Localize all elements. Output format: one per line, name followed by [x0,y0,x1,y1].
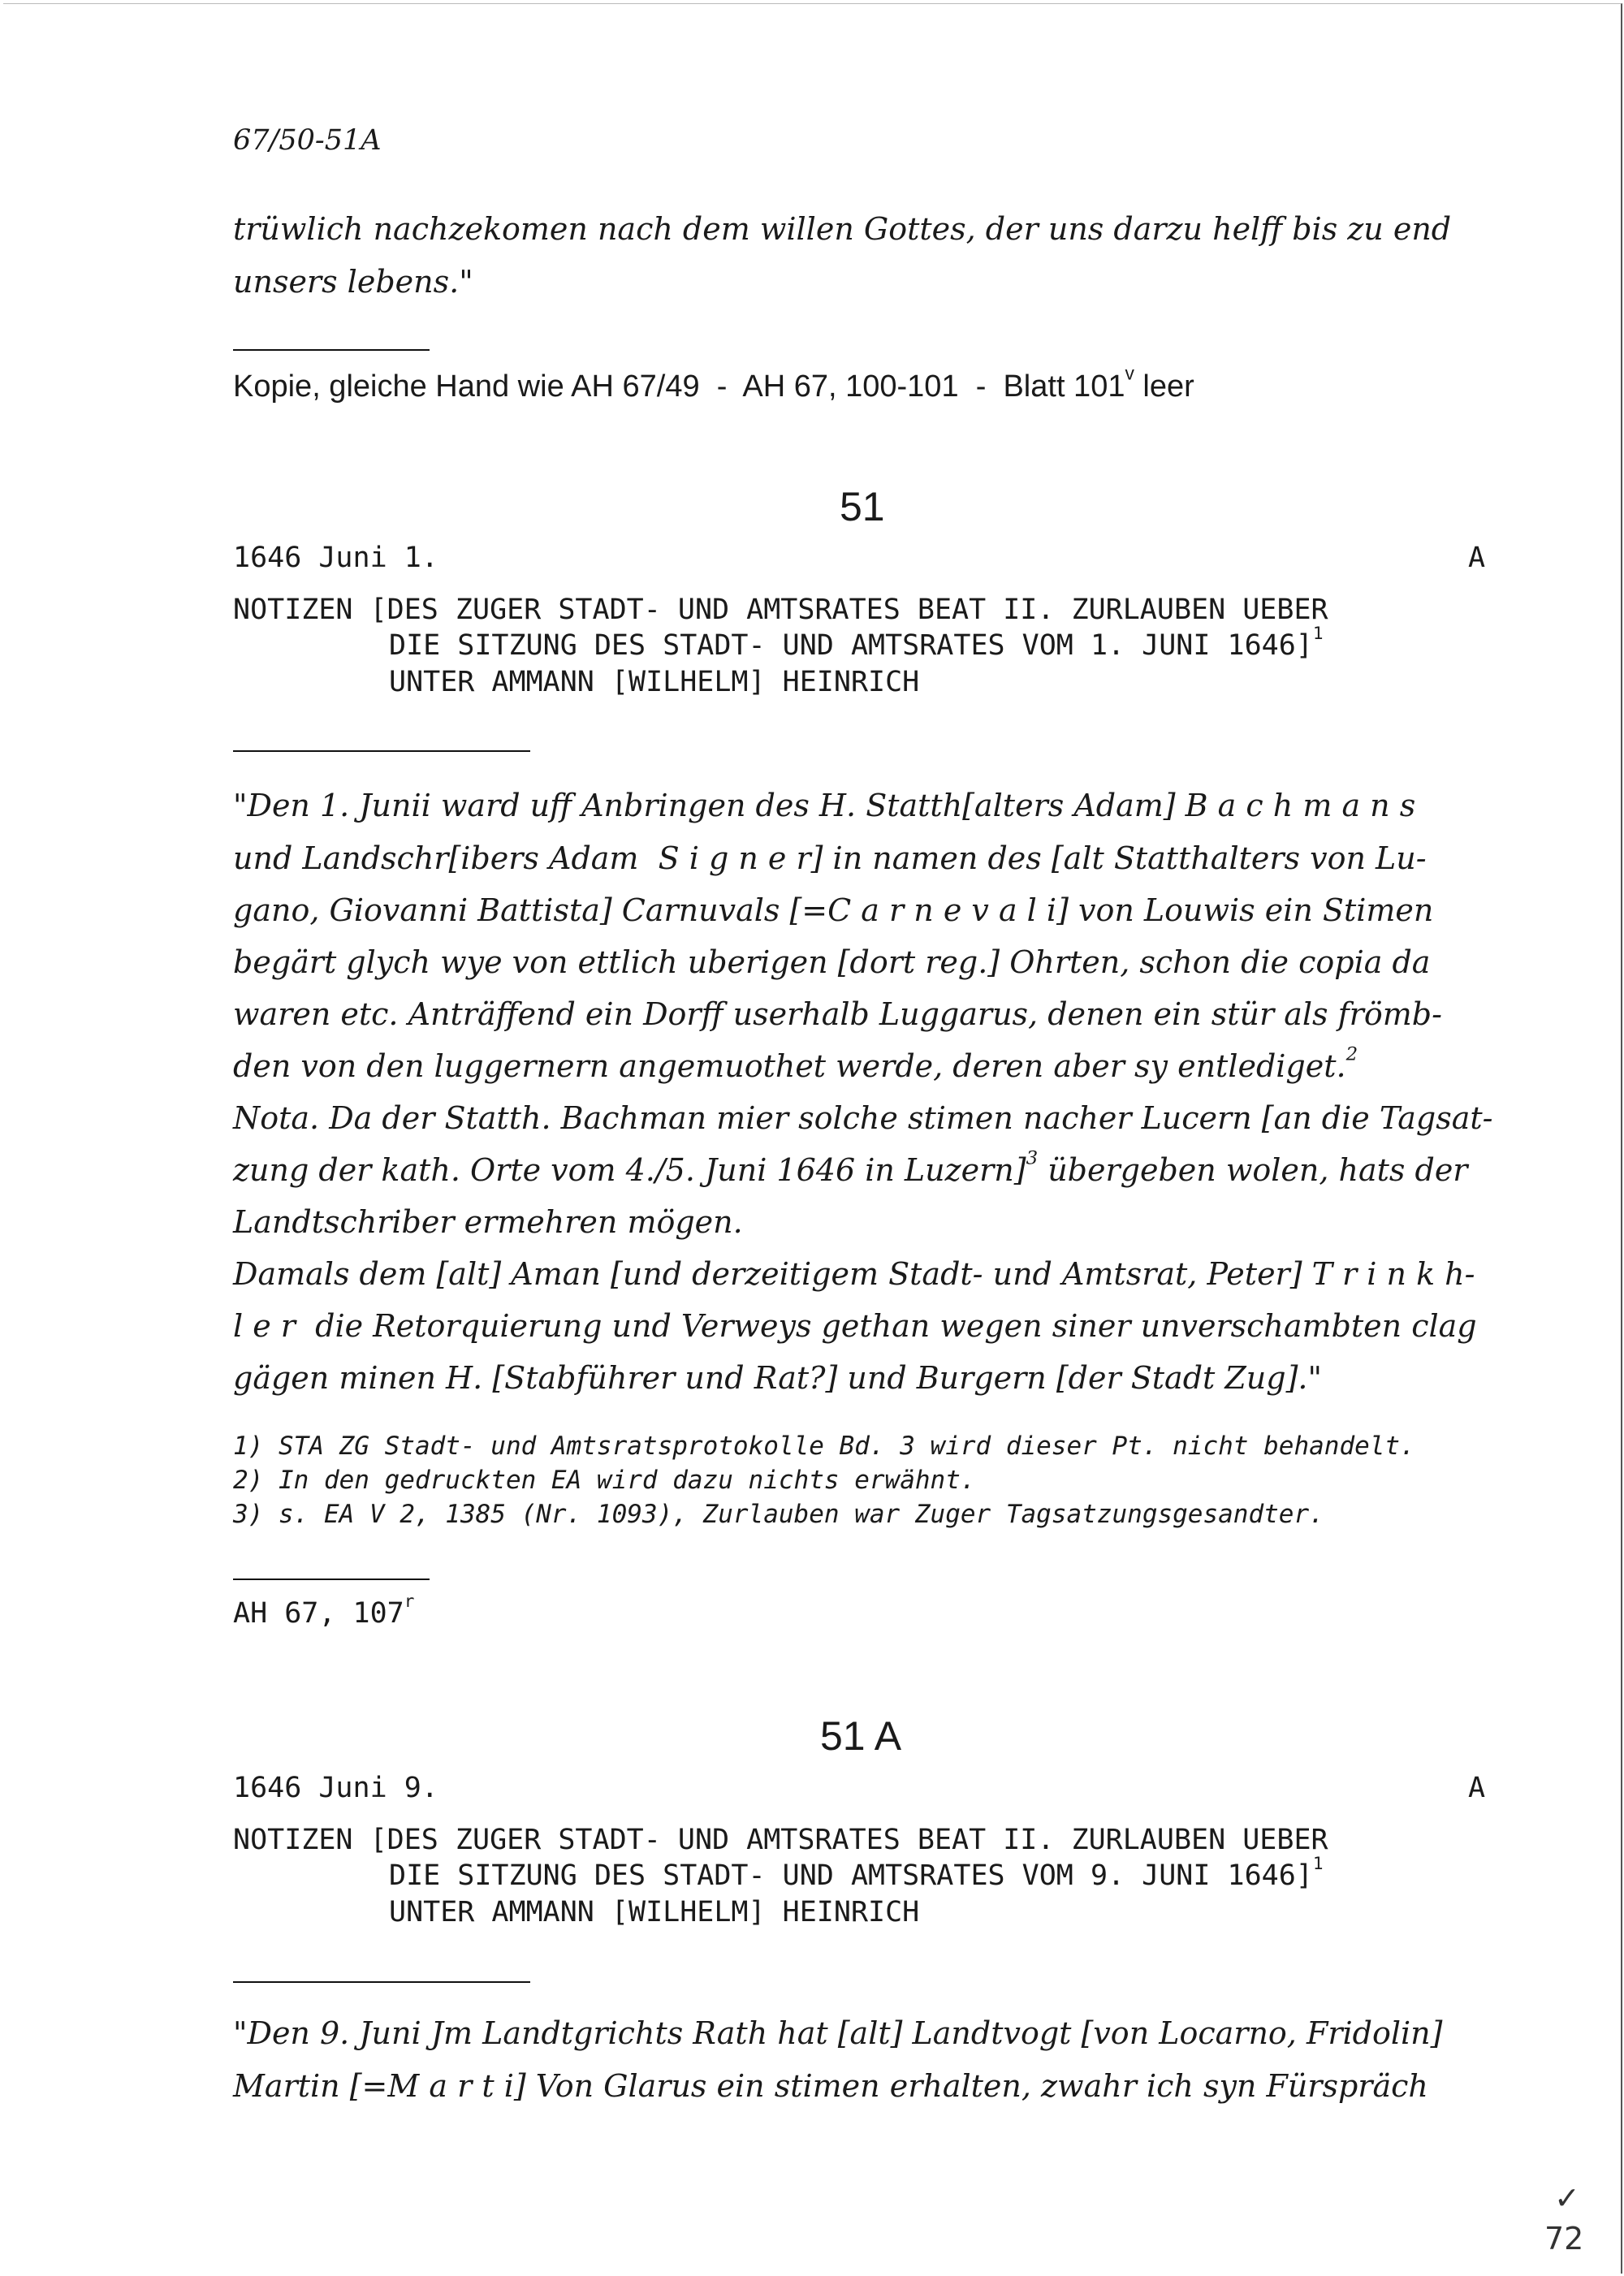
body-line: Damals dem [alt] Aman [und derzeitigem Stadt- und Amtsrat, Peter] T r i n k h- [233,1256,1475,1292]
source-note [233,362,1194,404]
body-line: l e r die Retorquierung und Verweys gethan wegen siner unverschambten clag [233,1308,1477,1344]
check-mark-icon: ✓ [1554,2180,1580,2216]
page-reference: 67/50-51A [233,124,382,157]
body-line: Nota. Da der Statth. Bachman mier solche stimen nacher Lucern [an die Tagsat- [233,1100,1493,1136]
footnote: 2) In den gedruckten EA wird dazu nichts erwähnt. [233,1466,976,1495]
body-text: den von den luggernern angemuothet werde, deren aber sy entlediget. [233,1048,1346,1084]
body-line [233,1043,1358,1084]
source-note [233,1591,415,1630]
body-line: "Den 9. Juni Jm Landtgrichts Rath hat [alt] Landtvogt [von Locarno, Fridolin] [233,2015,1443,2051]
source-note-tail: leer [1134,369,1194,404]
document-date: 1646 Juni 9. [233,1772,438,1804]
handwritten-page-number: 72 [1544,2221,1584,2257]
footnote: 1) STA ZG Stadt- und Amtsratsprotokolle Bd. 3 wird dieser Pt. nicht behandelt. [233,1432,1415,1461]
body-line: waren etc. Anträffend ein Dorff userhalb Luggarus, denen ein stür als frömb- [233,996,1442,1032]
source-note-superscript: r [404,1591,415,1612]
body-line: gägen minen H. [Stabführer und Rat?] und Burgern [der Stadt Zug]." [233,1360,1322,1396]
body-line: Landtschriber ermehren mögen. [233,1204,743,1240]
body-text: zung der kath. Orte vom 4./5. Juni 1646 in Luzern] [233,1152,1026,1188]
source-note-text: AH 67, 107 [233,1597,404,1630]
document-title-line [389,624,1324,662]
prev-text-line: trüwlich nachzekomen nach dem willen Gottes, der uns darzu helff bis zu end [233,211,1452,247]
document-page [3,3,1622,2274]
document-title-line: NOTIZEN [DES ZUGER STADT- UND AMTSRATES BEAT II. ZURLAUBEN UEBER [233,1824,1328,1856]
body-line: Martin [=M a r t i] Von Glarus ein stimen erhalten, zwahr ich syn Fürspräch [233,2068,1428,2104]
separator-rule [233,349,430,351]
body-line: und Landschr[ibers Adam S i g n e r] in namen des [alt Statthalters von Lu- [233,840,1427,876]
document-title-line: UNTER AMMANN [WILHELM] HEINRICH [389,1896,920,1928]
body-line: begärt glych wye von ettlich uberigen [dort reg.] Ohrten, schon die copia da [233,944,1431,980]
source-note-superscript: v [1125,362,1134,384]
footnote: 3) s. EA V 2, 1385 (Nr. 1093), Zurlauben war Zuger Tagsatzungsgesandter. [233,1500,1324,1529]
footnote-marker: 3 [1026,1147,1039,1169]
document-date: 1646 Juni 1. [233,542,438,574]
footnote-marker: 2 [1345,1043,1358,1065]
separator-rule [233,1981,530,1983]
separator-rule [233,1579,430,1580]
document-title-line [389,1854,1324,1892]
source-note-text: Kopie, gleiche Hand wie AH 67/49 - AH 67, 100-101 - Blatt 101 [233,369,1125,404]
document-title-line: NOTIZEN [DES ZUGER STADT- UND AMTSRATES BEAT II. ZURLAUBEN UEBER [233,594,1328,626]
prev-text-line: unsers lebens." [233,264,473,300]
title-text: DIE SITZUNG DES STADT- UND AMTSRATES VOM 9. JUNI 1646] [389,1859,1313,1892]
document-number: 51 [840,484,885,529]
document-title-line: UNTER AMMANN [WILHELM] HEINRICH [389,666,920,698]
document-letter: A [1468,542,1486,574]
body-line: "Den 1. Junii ward uff Anbringen des H. Statth[alters Adam] B a c h m a n s [233,788,1416,823]
document-number: 51 A [820,1713,902,1759]
document-letter: A [1468,1772,1486,1804]
body-line: gano, Giovanni Battista] Carnuvals [=C a r n e v a l i] von Louwis ein Stimen [233,892,1434,928]
body-text: übergeben wolen, hats der [1038,1152,1468,1188]
separator-rule [233,750,530,752]
footnote-marker: 1 [1312,624,1324,644]
footnote-marker: 1 [1312,1854,1324,1874]
body-line [233,1147,1468,1188]
title-text: DIE SITZUNG DES STADT- UND AMTSRATES VOM 1. JUNI 1646] [389,629,1313,662]
